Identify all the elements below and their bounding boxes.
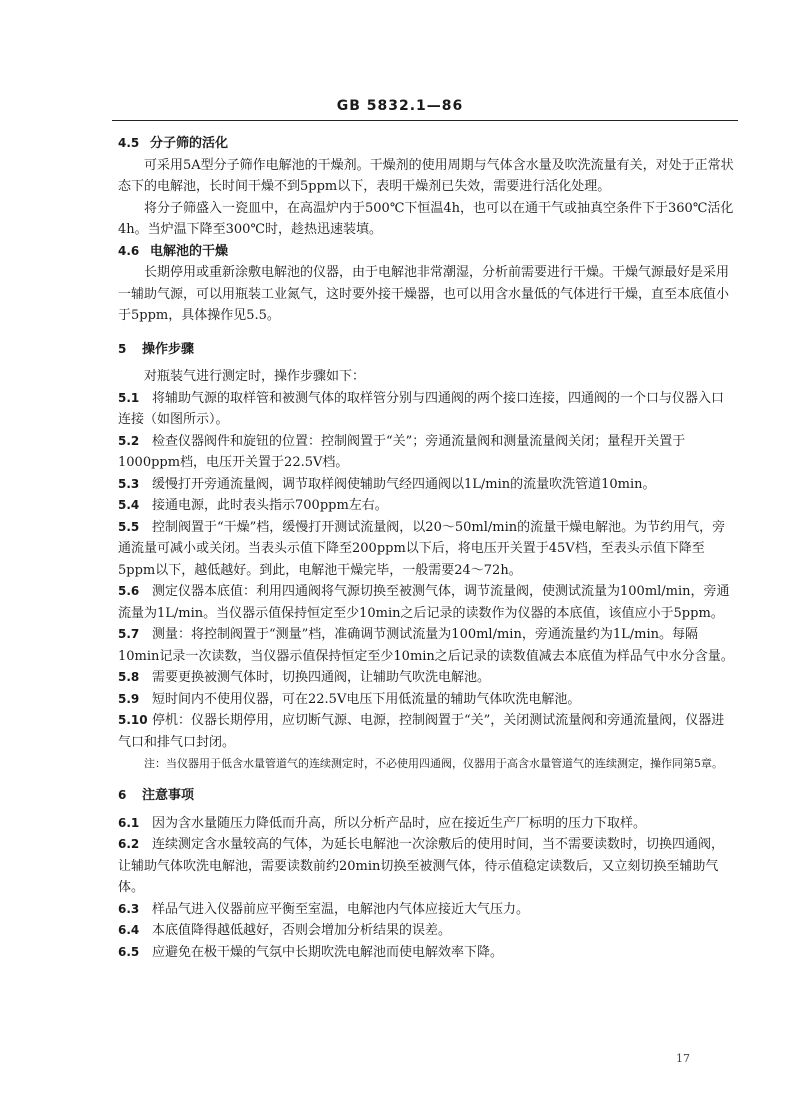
- chapter-title: 操作步骤: [142, 341, 195, 357]
- section-title: 电解池的干燥: [150, 243, 229, 259]
- step-text: 接通电源，此时表头指示700ppm左右。: [152, 498, 388, 513]
- step-text: 测量：将控制阀置于“测量”档，准确调节测试流量为100ml/min，旁通流量约为1L/min。每隔10min记录一次读数，当仪器示值保持恒定至少10min之后记录的读数值减去本底值为样品气中水分含量。: [118, 627, 734, 664]
- step-text: 需要更换被测气体时，切换四通阀，让辅助气吹洗电解池。: [152, 670, 491, 685]
- step-item: [118, 710, 736, 753]
- paragraph: 长期停用或重新涂敷电解池的仪器，由于电解池非常潮湿，分析前需要进行干燥。干燥气源最好是采用一辅助气源，可以用瓶装工业氮气，这时要外接干燥器，也可以用含水量低的气体进行干燥，直至本底值小于5ppm，具体操作见5.5。: [118, 265, 730, 323]
- precaution-item: [118, 834, 736, 899]
- item-number: 6.3: [118, 901, 140, 916]
- chapter-number: 6: [118, 788, 127, 802]
- item-text: 本底值降得越低越好，否则会增加分析结果的误差。: [152, 923, 452, 938]
- item-text: 样品气进入仪器前应平衡至室温，电解池内气体应接近大气压力。: [152, 901, 530, 917]
- chapter-number: 5: [118, 341, 127, 356]
- chapter-title: 注意事项: [142, 788, 195, 803]
- precaution-item: [118, 920, 736, 942]
- item-text: 连续测定含水量较高的气体，为延长电解池一次涂敷后的使用时间，当不需要读数时，切换四通阀，让辅助气体吹洗电解池，需要读数前约20min切换至被测气体，待示值稳定读数后，又立刻切换至辅助气体。: [118, 837, 725, 895]
- precaution-item: [118, 813, 736, 835]
- section-number: 4.6: [118, 243, 140, 258]
- step-number: 5.2: [118, 433, 140, 448]
- heading-6: [118, 785, 736, 807]
- precaution-item: [118, 942, 736, 964]
- item-number: 6.2: [118, 837, 140, 851]
- item-text: 因为含水量随压力降低而升高，所以分析产品时，应在接近生产厂标明的压力下取样。: [152, 815, 647, 831]
- step-item: [118, 581, 736, 624]
- header-rule: [112, 120, 738, 121]
- item-number: 6.4: [118, 923, 140, 937]
- step-text: 短时间内不使用仪器，可在22.5V电压下用低流量的辅助气体吹洗电解池。: [152, 691, 581, 707]
- step-number: 5.3: [118, 476, 140, 491]
- step-item: [118, 495, 736, 517]
- heading-4-5: [118, 133, 736, 155]
- step-item: [118, 667, 736, 689]
- document-body: [118, 133, 736, 963]
- step-number: 5.6: [118, 584, 140, 598]
- step-number: 5.10: [118, 713, 148, 727]
- note: 注：当仪器用于低含水量管道气的连续测定时，不必使用四通阀，仪器用于高含水量管道气的连续测定，操作同第5章。: [144, 757, 723, 770]
- step-number: 5.5: [118, 519, 140, 534]
- heading-5: [118, 339, 736, 361]
- paragraph: 将分子筛盛入一瓷皿中，在高温炉内于500℃下恒温4h，也可以在通干气或抽真空条件下于360℃活化4h。当炉温下降至300℃时，趁热迅速装填。: [118, 200, 734, 237]
- step-number: 5.4: [118, 498, 140, 512]
- step-item: [118, 474, 736, 496]
- section-title: 分子筛的活化: [150, 136, 229, 151]
- paragraph: 对瓶装气进行测定时，操作步骤如下：: [144, 369, 366, 384]
- step-number: 5.7: [118, 627, 140, 641]
- step-number: 5.1: [118, 390, 140, 405]
- page-number: 17: [676, 1052, 690, 1065]
- step-text: 测定仪器本底值：利用四通阀将气源切换至被测气体，调节流量阀，使测试流量为100ml/min，旁通流量为1L/min。当仪器示值保持恒定至少10min之后记录的读数作为仪器的本底值，该值应小于5ppm。: [118, 584, 730, 621]
- paragraph: 可采用5A型分子筛作电解池的干燥剂。干燥剂的使用周期与气体含水量及吹洗流量有关，对处于正常状态下的电解池，长时间干燥不到5ppm以下，表明干燥剂已失效，需要进行活化处理。: [118, 157, 734, 194]
- standard-code: GB 5832.1—86: [336, 98, 464, 114]
- step-item: [118, 388, 736, 431]
- step-text: 检查仪器阀件和旋钮的位置：控制阀置于“关”；旁通流量阀和测量流量阀关闭；量程开关置于1000ppm档，电压开关置于22.5V档。: [118, 433, 686, 470]
- step-item: [118, 517, 736, 582]
- heading-4-6: [118, 241, 736, 263]
- step-item: [118, 689, 736, 711]
- step-text: 将辅助气源的取样管和被测气体的取样管分别与四通阀的两个接口连接，四通阀的一个口与仪器入口连接（如图所示）。: [118, 390, 725, 427]
- step-item: [118, 624, 736, 667]
- precaution-item: [118, 899, 736, 921]
- step-text: 缓慢打开旁通流量阀，调节取样阀使辅助气经四通阀以1L/min的流量吹洗管道10min。: [152, 476, 656, 492]
- item-number: 6.1: [118, 815, 140, 830]
- step-text: 控制阀置于“干燥”档，缓慢打开测试流量阀，以20～50ml/min的流量干燥电解池。为节约用气，旁通流量可减小或关闭。当表头示值下降至200ppm以下后，将电压开关置于45V档，至表头示值下降至5ppm以下，越低越好。到此，电解池干燥完毕，一般需要24～72h。: [118, 519, 726, 578]
- step-number: 5.9: [118, 691, 140, 706]
- section-number: 4.5: [118, 136, 140, 150]
- step-item: [118, 431, 736, 474]
- step-number: 5.8: [118, 670, 140, 684]
- item-text: 应避免在极干燥的气氛中长期吹洗电解池而使电解效率下降。: [152, 944, 504, 960]
- step-text: 停机：仪器长期停用，应切断气源、电源，控制阀置于“关”，关闭测试流量阀和旁通流量阀，仪器进气口和排气口封闭。: [118, 713, 725, 750]
- item-number: 6.5: [118, 944, 140, 959]
